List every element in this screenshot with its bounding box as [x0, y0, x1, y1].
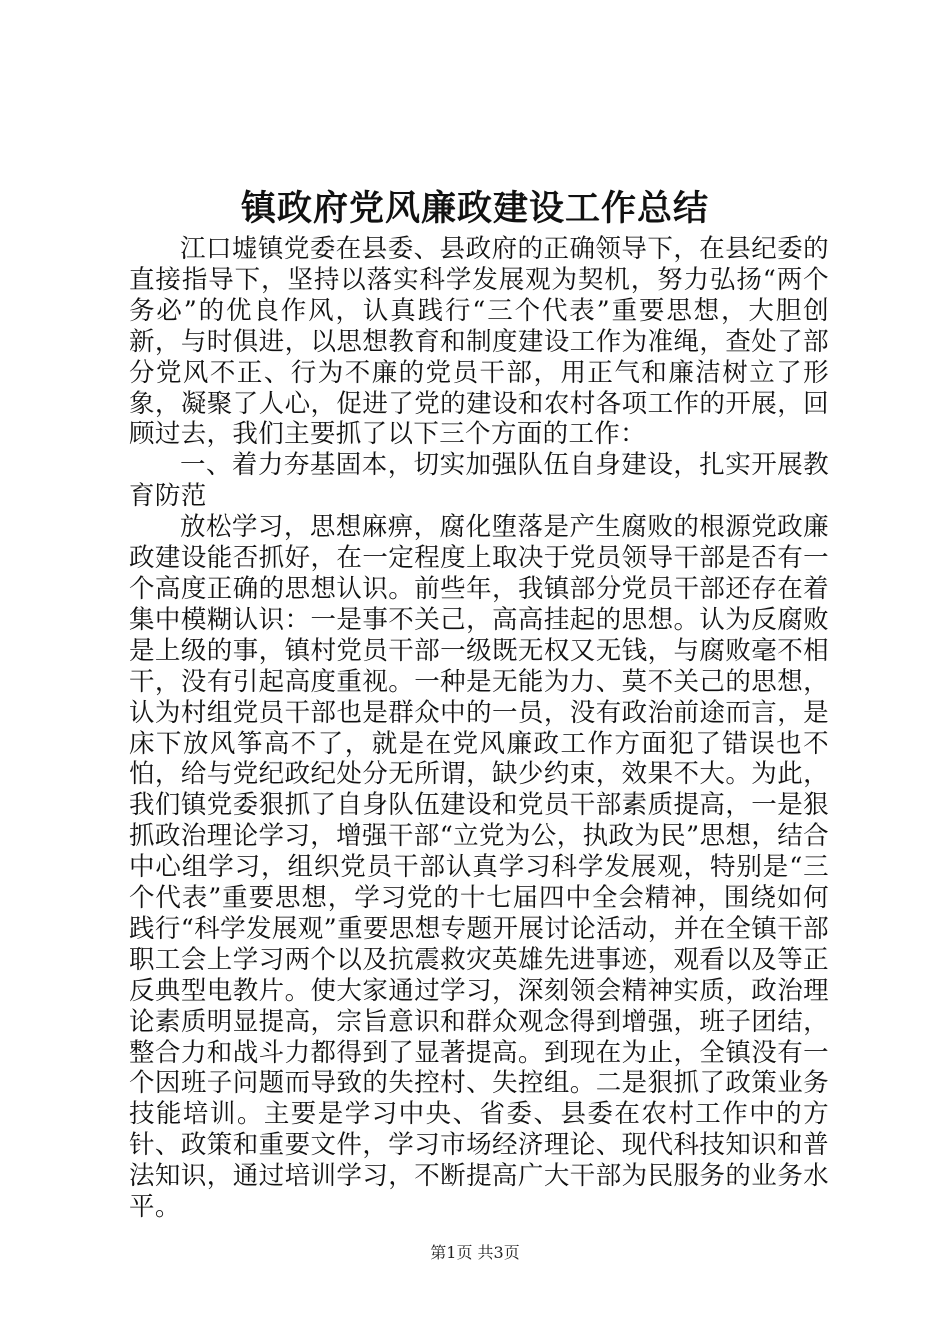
- document-body: [129, 234, 829, 1223]
- page-number: 第1页 共3页: [430, 1243, 520, 1262]
- paragraph-intro: 江口墟镇党委在县委、县政府的正确领导下，在县纪委的直接指导下，坚持以落实科学发展观为契机，努力弘扬“两个务必”的优良作风，认真践行“三个代表”重要思想，大胆创新，与时俱进，以思想教育和制度建设工作为准绳，查处了部分党风不正、行为不廉的党员干部，用正气和廉洁树立了形象，凝聚了人心，促进了党的建设和农村各项工作的开展，回顾过去，我们主要抓了以下三个方面的工作：: [129, 234, 829, 450]
- paragraph-section-1: 放松学习，思想麻痹，腐化堕落是产生腐败的根源党政廉政建设能否抓好，在一定程度上取决于党员领导干部是否有一个高度正确的思想认识。前些年，我镇部分党员干部还存在着集中模糊认识：一是事不关己，高高挂起的思想。认为反腐败是上级的事，镇村党员干部一级既无权又无钱，与腐败毫不相干，没有引起高度重视。一种是无能为力、莫不关己的思想，认为村组党员干部也是群众中的一员，没有政治前途而言，是床下放风筝高不了，就是在党风廉政工作方面犯了错误也不怕，给与党纪政纪处分无所谓，缺少约束，效果不大。为此，我们镇党委狠抓了自身队伍建设和党员干部素质提高，一是狠抓政治理论学习，增强干部“立党为公，执政为民”思想，结合中心组学习，组织党员干部认真学习科学发展观，特别是“三个代表”重要思想，学习党的十七届四中全会精神，围绕如何践行“科学发展观”重要思想专题开展讨论活动，并在全镇干部职工会上学习两个以及抗震救灾英雄先进事迹，观看以及等正反典型电教片。使大家通过学习，深刻领会精神实质，政治理论素质明显提高，宗旨意识和群众观念得到增强，班子团结，整合力和战斗力都得到了显著提高。到现在为止，全镇没有一个因班子问题而导致的失控村、失控组。二是狠抓了政策业务技能培训。主要是学习中央、省委、县委在农村工作中的方针、政策和重要文件，学习市场经济理论、现代科技知识和普法知识，通过培训学习，不断提高广大干部为民服务的业务水平。: [129, 512, 829, 1223]
- section-heading: 一、着力夯基固本，切实加强队伍自身建设，扎实开展教育防范: [129, 450, 829, 512]
- document-title: 镇政府党风廉政建设工作总结: [240, 188, 709, 229]
- page-footer: [0, 1243, 950, 1263]
